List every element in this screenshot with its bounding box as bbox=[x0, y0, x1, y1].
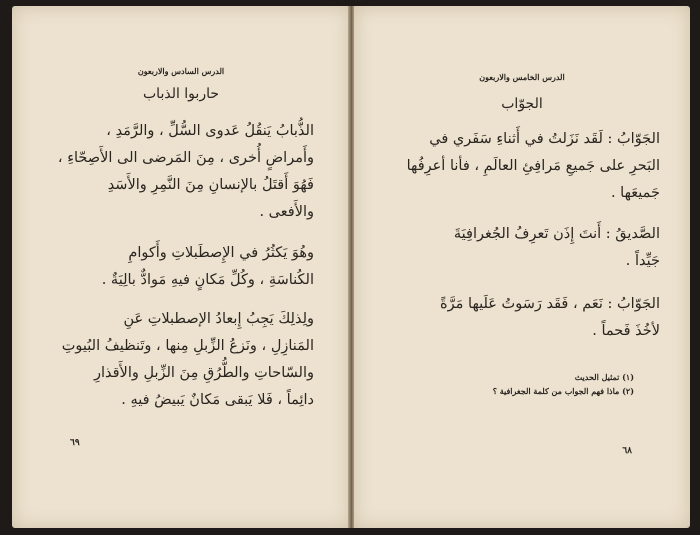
text-line: لأخُذَ فَحماً . bbox=[592, 323, 660, 339]
left-body-text bbox=[14, 118, 314, 414]
paragraph bbox=[14, 240, 314, 294]
text-line: الذُّبابُ يَنقُلُ عَدوى السُّلِّ ، والرَّمَدِ ، bbox=[106, 123, 314, 139]
text-line: البَحرِ على جَميعِ مَرافِئِ العالَمِ ، فأنا أعرِفُها bbox=[406, 158, 660, 174]
text-line: وأَمراضٍ أُخرى ، مِنَ المَرضى الى الأَصِحّاءِ ، bbox=[57, 150, 314, 166]
paragraph bbox=[370, 126, 660, 207]
paragraph bbox=[14, 306, 314, 414]
text-line: ولِذلِكَ يَجِبُ إِبعادُ الإصطبلاتِ عَنِ bbox=[123, 311, 314, 327]
exercise-notes bbox=[394, 370, 634, 398]
right-page bbox=[354, 6, 690, 528]
text-line: دائِماً ، فَلا يَبقى مَكانٌ يَبيضُ فيهِ . bbox=[121, 392, 314, 408]
right-lesson-heading: الدرس الخامس والاربعون bbox=[479, 72, 565, 82]
left-page-number: ٦٩ bbox=[70, 438, 80, 448]
text-line: وهُوَ يَكثُرُ في الإِصطَبلاتِ وأَكوامِ bbox=[128, 245, 314, 261]
text-line: جَيِّداً . bbox=[625, 253, 660, 269]
text-line: المَنازِلِ ، ونَزعُ الزِّبلِ مِنها ، وتَنظيفُ البُيوتِ bbox=[61, 338, 314, 354]
right-page-number: ٦٨ bbox=[622, 446, 632, 456]
paragraph bbox=[14, 118, 314, 226]
paragraph bbox=[370, 291, 660, 345]
text-line: الكُناسَةِ ، وكُلِّ مَكانٍ فيهِ مَوادٌّ بالِيَةٌ . bbox=[101, 272, 314, 288]
left-lesson-title: حاربوا الذباب bbox=[143, 86, 219, 102]
paragraph bbox=[370, 221, 660, 275]
note-item: (٢) ماذا فهم الجواب من كلمة الجغرافية ؟ bbox=[492, 386, 634, 396]
left-page bbox=[12, 6, 350, 528]
text-line: والسّاحاتِ والطُّرُقِ مِنَ الزِّبلِ والأَقذارِ bbox=[93, 365, 314, 381]
text-line: الصَّديقُ : أَنتَ إِذَن تَعرِفُ الجُغرافِيَةَ bbox=[453, 226, 660, 242]
right-lesson-title: الجوّاب bbox=[501, 96, 543, 112]
text-line: فَهُوَ أَقتَلُ بالإنسانِ مِنَ النَّمِرِ والأَسَدِ bbox=[107, 177, 314, 193]
text-line: والأَفعى . bbox=[259, 204, 314, 220]
right-body-text bbox=[370, 126, 660, 345]
text-line: الجَوّابُ : لَقَد نَزَلتُ في أَثناءِ سَفَري في bbox=[429, 131, 660, 147]
text-line: الجَوّابُ : نَعَم ، فَقَد رَسَوتُ عَلَيها مَرَّةً bbox=[440, 296, 660, 312]
text-line: جَميعَها . bbox=[610, 185, 660, 201]
left-lesson-heading: الدرس السادس والاربعون bbox=[137, 66, 225, 76]
note-item: (١) تمثيل الحديث bbox=[574, 372, 634, 382]
